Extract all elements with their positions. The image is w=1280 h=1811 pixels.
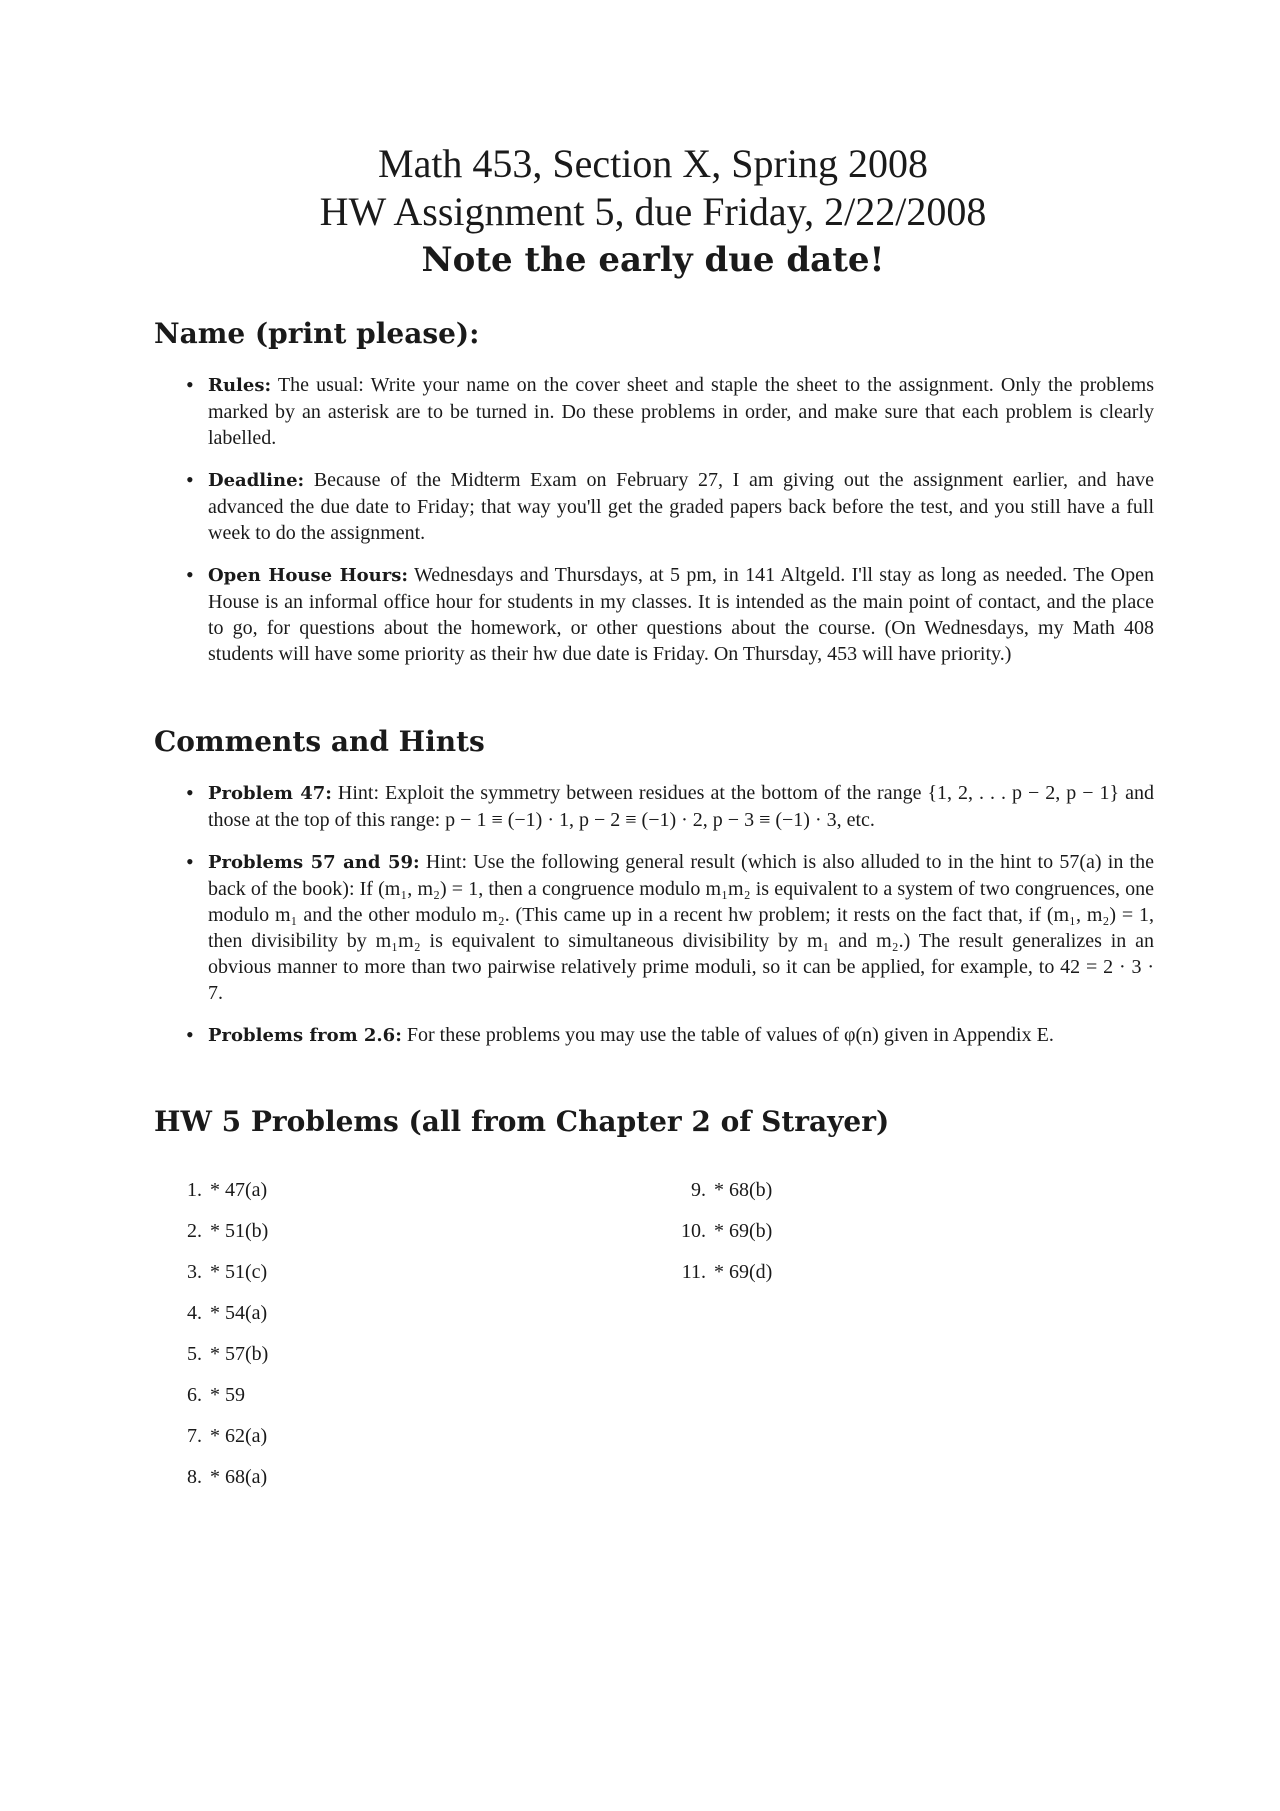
problem-number: 5. (187, 1343, 202, 1365)
problems-heading: HW 5 Problems (all from Chapter 2 of Strayer) (154, 1105, 890, 1138)
open-house-text: Wednesdays and Thursdays, at 5 pm, in 141 Altgeld. I'll stay as long as needed. The Open House is an informal office hour for students in my classes. It is intended as the main point of contact, and the place to go, for questions about the homework, or other questions about the course. (On Wednesdays, my Math 408 students will have some priority as their hw due date is Friday. On Thursday, 453 will have priority.) (208, 564, 1154, 665)
list-item (186, 372, 1154, 451)
rules-text: The usual: Write your name on the cover sheet and staple the sheet to the assignment. Only the problems marked by an asterisk are to be turned in. Do these problems in order, and make sure that each problem is clearly labelled. (208, 374, 1154, 449)
list-item (186, 780, 1154, 833)
problem-number: 7. (187, 1425, 202, 1447)
list-item (154, 1375, 268, 1416)
open-house-label: Open House Hours: (208, 565, 409, 586)
list-item (154, 1416, 268, 1457)
list-item (154, 1293, 268, 1334)
problem-item: * 51(c) (210, 1261, 268, 1283)
hint-text: Hint: Use the following general result (which is also alluded to in the hint to 57(a) in the back of the book): If (m₁, m₂) = 1, then a congruence modulo m₁m₂ is equivalent to a system of two congruences, one modulo m₁ and the other modulo m₂. (This came up in a recent hw problem; it rests on the fact that, if (m₁, m₂) = 1, then divisibility by m₁m₂ is equivalent to simultaneous divisibility by m₁ and m₂.) The result generalizes in an obvious manner to more than two pairwise relatively prime moduli, so it can be applied, for example, to 42 = 2 · 3 · 7. (208, 851, 1154, 1004)
problem-item: * 68(a) (210, 1466, 268, 1488)
deadline-text: Because of the Midterm Exam on February 27, I am giving out the assignment earlier, and have advanced the due date to Friday; that way you'll get the graded papers back before the test, and you still have a full week to do the assignment. (208, 469, 1154, 544)
list-item (186, 467, 1154, 546)
hint-label: Problem 47: (208, 783, 332, 804)
list-item (154, 1211, 268, 1252)
problem-number: 6. (187, 1384, 202, 1406)
hint-label: Problems 57 and 59: (208, 852, 420, 873)
problem-number: 3. (187, 1261, 202, 1283)
list-item (658, 1252, 772, 1293)
list-item (154, 1334, 268, 1375)
list-item (186, 849, 1154, 1006)
course-title: Math 453, Section X, Spring 2008 (378, 141, 928, 186)
list-item (658, 1211, 772, 1252)
problem-item: * 69(b) (714, 1220, 773, 1242)
problem-number: 4. (187, 1302, 202, 1324)
problem-item: * 51(b) (210, 1220, 269, 1242)
list-item (658, 1170, 772, 1211)
rules-label: Rules: (208, 375, 272, 396)
problem-number: 11. (681, 1261, 706, 1283)
problem-number: 2. (187, 1220, 202, 1242)
hints-list (186, 780, 1154, 1065)
list-item (154, 1170, 268, 1211)
problems-list-left (154, 1170, 268, 1498)
early-due-note: Note the early due date! (421, 240, 885, 280)
comments-heading: Comments and Hints (154, 725, 485, 758)
problem-number: 8. (187, 1466, 202, 1488)
hint-text: For these problems you may use the table of values of φ(n) given in Appendix E. (401, 1024, 1054, 1046)
list-item (154, 1252, 268, 1293)
deadline-label: Deadline: (208, 470, 305, 491)
assignment-title: HW Assignment 5, due Friday, 2/22/2008 (319, 189, 987, 234)
list-item (186, 562, 1154, 667)
list-item (186, 1022, 1154, 1049)
problem-item: * 69(d) (714, 1261, 773, 1283)
problem-item: * 62(a) (210, 1425, 268, 1447)
hint-text: Hint: Exploit the symmetry between residues at the bottom of the range {1, 2, . . . p − 2, p − 1} and those at the top of this range: p − 1 ≡ (−1) · 1, p − 2 ≡ (−1) · 2, p − 3 ≡ (−1) · 3, etc. (208, 782, 1154, 831)
problem-item: * 68(b) (714, 1179, 773, 1201)
info-list (186, 372, 1154, 683)
hint-label: Problems from 2.6: (208, 1025, 402, 1046)
problem-item: * 57(b) (210, 1343, 269, 1365)
title-block (0, 140, 1280, 284)
problems-list-right (658, 1170, 772, 1293)
problem-number: 10. (681, 1220, 706, 1242)
problem-item: * 59 (210, 1384, 245, 1406)
problem-item: * 54(a) (210, 1302, 268, 1324)
list-item (154, 1457, 268, 1498)
problem-number: 1. (187, 1179, 202, 1201)
name-prompt: Name (print please): (154, 317, 480, 350)
problem-item: * 47(a) (210, 1179, 268, 1201)
problem-number: 9. (691, 1179, 706, 1201)
